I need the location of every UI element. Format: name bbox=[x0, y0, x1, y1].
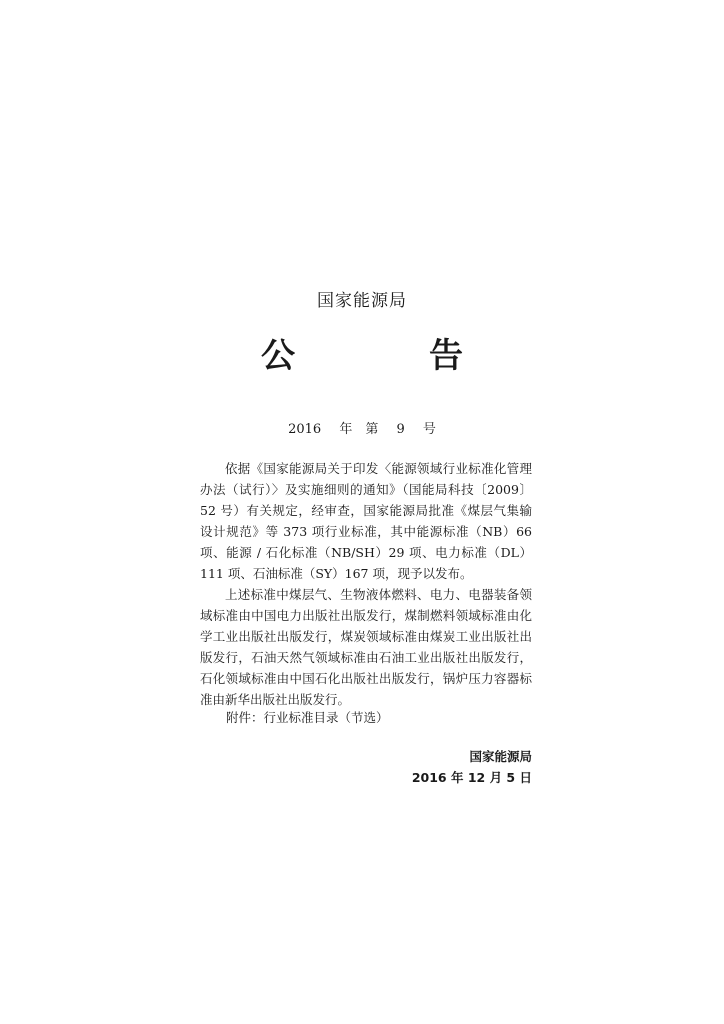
signature-date: 2016 年 12 月 5 日 bbox=[411, 770, 532, 785]
body-paragraph: 依据《国家能源局关于印发〈能源领域行业标准化管理办法（试行）〉及实施细则的通知》（国能局科技〔2009〕52 号）有关规定，经审查，国家能源局批准《煤层气集输设计规范》等 373 项行业标准，其中能源标准（NB）66 项、能源 / 石化标准（NB/SH）29 项、电力标准（DL）111 项、石油标准（SY）167 项，现予以发布。 bbox=[200, 461, 532, 581]
document-number: 2016 年 第 9 号 bbox=[288, 422, 436, 437]
document-title: 公 告 bbox=[261, 336, 513, 376]
signature-block bbox=[412, 746, 532, 788]
attachment-note: 附件：行业标准目录（节选） bbox=[226, 710, 389, 725]
document-body bbox=[200, 458, 532, 710]
issuer-heading: 国家能源局 bbox=[317, 291, 407, 311]
signature-issuer: 国家能源局 bbox=[469, 749, 532, 764]
body-paragraph: 上述标准中煤层气、生物液体燃料、电力、电器装备领域标准由中国电力出版社出版发行，煤制燃料领域标准由化学工业出版社出版发行，煤炭领域标准由煤炭工业出版社出版发行，石油天然气领域标准由石油工业出版社出版发行，石化领域标准由中国石化出版社出版发行，锅炉压力容器标准由新华出版社出版发行。 bbox=[200, 587, 532, 707]
